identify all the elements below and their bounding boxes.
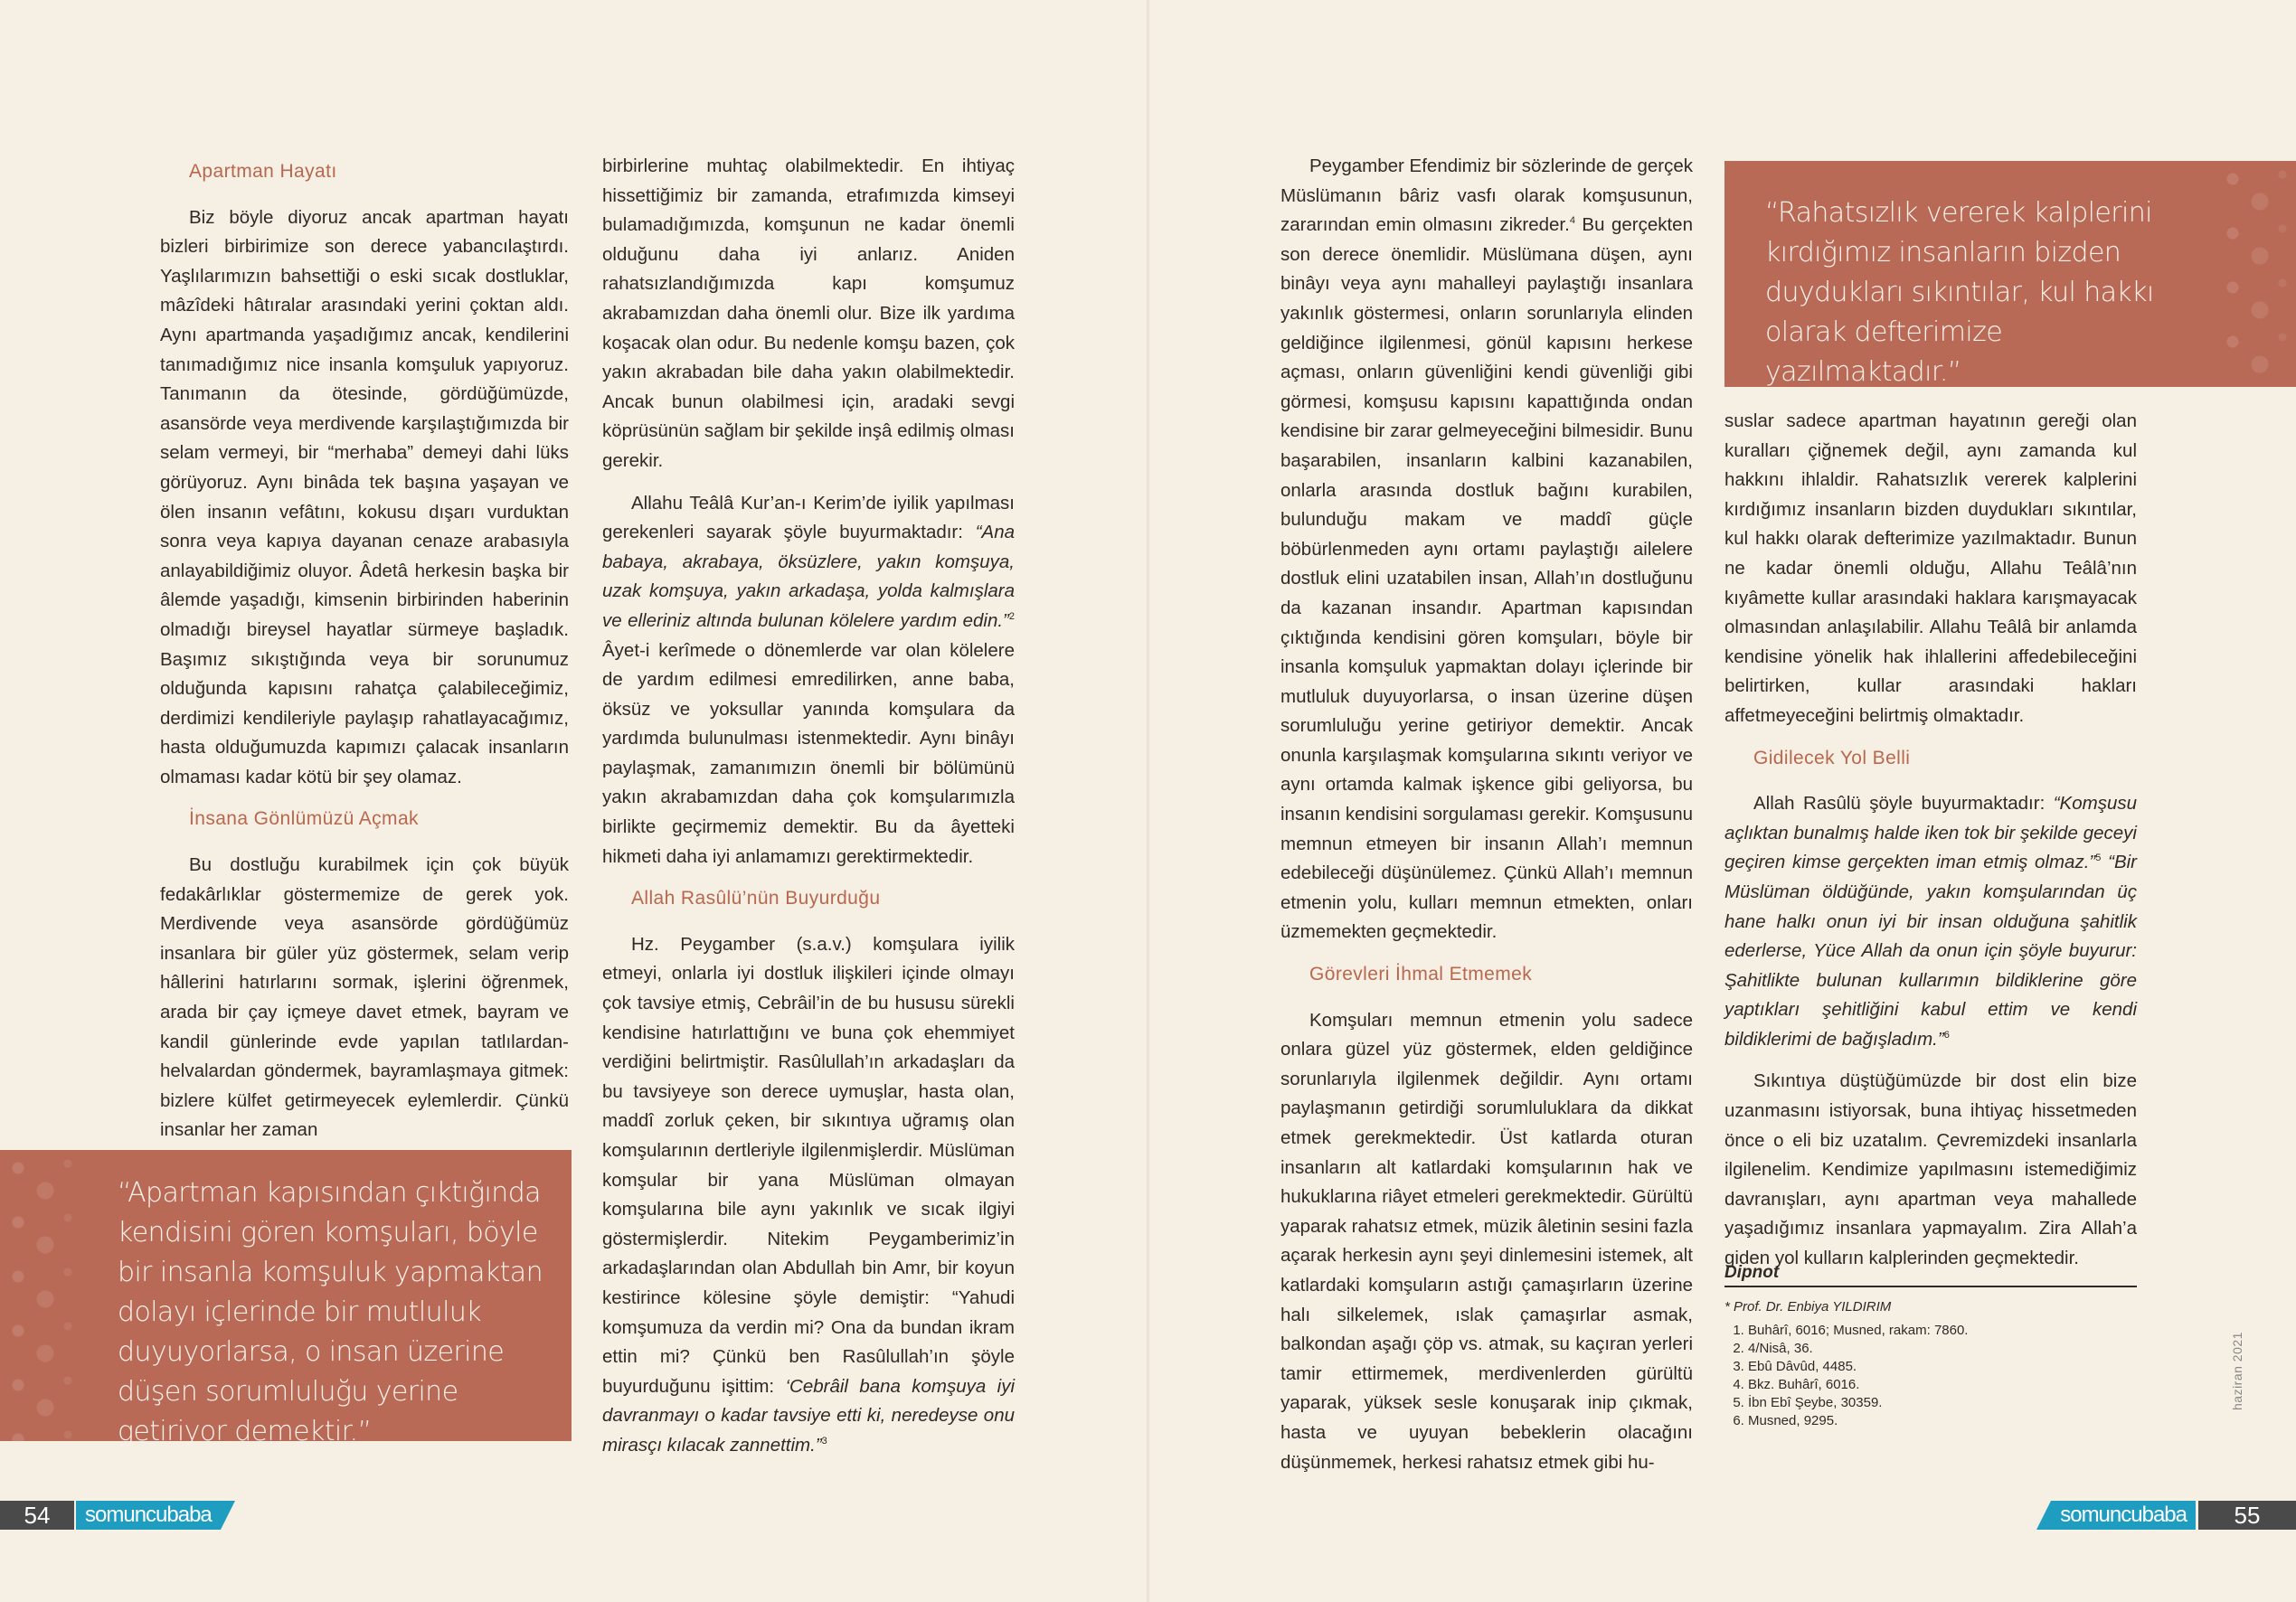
issue-date: haziran 2021 bbox=[2230, 1332, 2244, 1410]
footnote-ref: 3 bbox=[821, 1436, 827, 1447]
pull-quote-text: “Apartman kapısından çıktığında kendisini gören komşuları, böyle bir insanla komşuluk yapmaktan dolayı içlerinde bir mutluluk duyuyorlarsa, o insan üzerine düşen sorumluluğu yerine getiriyor demektir.” bbox=[118, 1177, 543, 1447]
paragraph: Allahu Teâlâ Kur’an-ı Kerim’de iyilik yapılması gerekenleri sayarak şöyle buyurmaktadır: “Ana babaya, akrabaya, öksüzlere, yakın komşuya, uzak komşuya, yakın arkadaşa, yolda kalmışlara ve elleriniz altında bulunan kölelere yardım edin.”$^2$ Âyet-i kerîmede o dönemlerde var olan kölelere de yardım edilmesi emredilirken, anne baba, öksüz ve yoksullar yanında komşulara da yardımda bulunulması istenmektedir. Aynı binâyı paylaşmak, zamanımızın önemli bir bölümünü yakın akrabamızdan daha çok komşularımızla birlikte geçirmemiz demektir. Bu da âyetteki hikmeti daha iyi anlamamızı gerektirmektedir. bbox=[602, 492, 1015, 867]
footnote-ref: 4 bbox=[1569, 215, 1575, 227]
pull-quote-left bbox=[0, 1150, 572, 1447]
paragraph: Hz. Peygamber (s.a.v.) komşulara iyilik etmeyi, onlarla iyi dostluk ilişkileri içinde olmayı çok tavsiye etmiş, Cebrâil’in de bu hususu sürekli kendisine hatırlattığını ve buna çok ehemmiyet verdiğini belirtmiştir. Rasûlullah’ın arkadaşları da bu tavsiyeye son derece uymuşlar, hasta olan, maddî zorluk çeken, bir sıkıntıya uğramış olan komşularının dertleriyle ilgilenmişlerdir. Müslüman komşular bir yana Müslüman olmayan komşularına bile aynı yakınlık ve sıcak ilgiyi göstermişlerdir. Nitekim Peygamberimiz’in arkadaşlarından olan Abdullah bin Amr, bir koyun kestirince kölesine şöyle demiştir: “Yahudi komşumuza da verdin mi? Ona da bundan ikram ettin mi? Çünkü ben Rasûlullah’ın şöyle buyurduğunu işittim: ‘Cebrâil bana komşuya iyi davranmayı o kadar tavsiye etti ki, neredeyse onu mirasçı kılacak zannettim.”$^3$ bbox=[602, 933, 1016, 1456]
column-4 bbox=[1724, 407, 2137, 1286]
paragraph: Biz böyle diyoruz ancak apartman hayatı bizleri birbirimize son derece yabancılaştırdı. Yaşlılarımızın bahsettiği o eski sıcak dostluklar, mâzîdeki hâtıralar arasındaki yerini çoktan aldı. Aynı apartmanda yaşadığımız ancak, kendilerini tanımadığımız nice insanla komşuluk yapıyoruz. Tanımanın da ötesinde, gördüğümüzde, asansörde veya merdivende karşılaştığımızda bir selam vermeyi, bir “merhaba” demeyi dahi lüks görüyoruz. Aynı binâda tek başına yaşayan ve ölen insanın vefâtını, kokusu dışarı vurduktan sonra veya kapıya dayanan cenaze arabasıyla anlayabildiğimiz oluyor. Âdetâ herkesin başka bir âlemde yaşadığı, kimsenin birbirinden haberinin olmadığı bireysel hayatlar sürmeye başladık. Başımız sıkıştığında veya bir sorunumuz olduğunda kapısını rahatça çalabileceğimiz, derdimizi kendileriyle paylaşıp rahatlayacağımız, hasta olduğumuzda kapımızı çalacak insanların olmaması kadar kötü bir şey olamaz. bbox=[160, 206, 569, 787]
column-3 bbox=[1280, 152, 1693, 1490]
footnote-item: 6. Musned, 9295. bbox=[1748, 1412, 2137, 1430]
footnote-item: 2. 4/Nisâ, 36. bbox=[1748, 1340, 2137, 1358]
brand-logo-right: somuncubaba bbox=[2051, 1501, 2196, 1530]
footnotes bbox=[1724, 1264, 2137, 1430]
column-2 bbox=[602, 152, 1015, 1474]
footnotes-title: Dipnot bbox=[1724, 1264, 2137, 1287]
footnote-item: 5. İbn Ebî Şeybe, 30359. bbox=[1748, 1394, 2137, 1412]
page-number-right: 55 bbox=[2198, 1501, 2296, 1530]
quote-verse: “Ana babaya, akrabaya, öksüzlere, yakın komşuya, uzak komşuya, yakın arkadaşa, yolda kalmışlara ve elleriniz altında bulunan kölelere yardım edin.” bbox=[602, 522, 1015, 631]
pull-quote-right bbox=[1724, 161, 2296, 387]
page-number-left: 54 bbox=[0, 1501, 74, 1530]
paragraph: Bu dostluğu kurabilmek için çok büyük fedakârlıklar göstermemize de gerek yok. Merdivende veya asansörde gördüğümüz insanlara bir güler yüz göstermek, selam verip hâllerini hatırlarını sormak, işlerini öğrenmek, arada bir çay içmeye davet etmek, bayram ve kandil günlerinde evde yapılan tatlılardan-helvalardan göndermek, bayramlaşmaya gitmek: bizlere külfet getirmeyecek eylemlerdir. Çünkü insanlar her zaman bbox=[160, 854, 569, 1141]
quote-hadith: ‘Cebrâil bana komşuya iyi davranmayı o kadar tavsiye etti ki, neredeyse onu mirasçı kılacak zannettim.” bbox=[602, 1375, 1016, 1456]
author-line: * Prof. Dr. Enbiya YILDIRIM bbox=[1724, 1299, 1892, 1315]
section-heading: Allah Rasûlü’nün Buyurduğu bbox=[631, 888, 881, 909]
section-heading: Görevleri İhmal Etmemek bbox=[1309, 964, 1533, 985]
paragraph: Sıkıntıya düştüğümüzde bir dost elin bize uzanmasını istiyorsak, buna ihtiyaç hissetmeden önce o eli biz uzatalım. Çevremizdeki insanlarla ilgilenelim. Kendimize yapılmasını istemediğimiz davranışları, aynı apartman veya mahallede yaşadığımız insanlara yapmayalım. Zira Allah’a giden yol kulların kalplerinden geçmektedir. bbox=[1724, 1070, 2137, 1269]
footnote-ref: 6 bbox=[1943, 1030, 1950, 1041]
paragraph: Komşuları memnun etmenin yolu sadece onlara güzel yüz göstermek, elden geldiğince sorunlarıyla ilgilenmek değildir. Aynı ortamı paylaşmanın getirdiği sorumluluklara da dikkat etmek gerekmektedir. Üst katlarda oturan insanların alt katlardaki komşularının hak ve hukuklarına riâyet etmeleri gerekmektedir. Gürültü yaparak rahatsız etmek, müzik âletinin sesini fazla açarak herkesin aynı şeyi dinlemesini istemek, alt katlardaki komşuların astığı çamaşırların üzerine halı silkelemek, ıslak çamaşırlar asmak, balkondan aşağı çöp vs. atmak, su kaçıran yerleri tamir ettirmemek, merdivenlerden gürültü yaparak, yüksek sesle konuşarak inip çıkmak, hasta ve uyuyan bebeklerin olacağını düşünmemek, herkesi rahatsız etmek gibi hu- bbox=[1280, 1009, 1693, 1473]
quote-hadith: “Komşusu açlıktan bunalmış halde iken tok bir şekilde geceyi geçiren kimse gerçekten iman etmiş olmaz.” bbox=[1724, 793, 2137, 873]
footnote-item: 4. Bkz. Buhârî, 6016. bbox=[1748, 1376, 2137, 1394]
pull-quote-text: “Rahatsızlık vererek kalplerini kırdığımız insanların bizden duydukları sıkıntılar, kul hakkı olarak defterimize yazılmaktadır.” bbox=[1765, 197, 2154, 388]
brand-logo-left: somuncubaba bbox=[76, 1501, 221, 1530]
footnote-ref: 5 bbox=[2095, 853, 2102, 864]
paragraph: suslar sadece apartman hayatının gereği olan kuralları çiğnemek değil, aynı zamanda kul hakkını ihlaldir. Rahatsızlık vererek kalplerini kırdığımız insanların bizden duydukları sıkıntılar, kul hakkı olarak defterimize yazılmaktadır. Bunun ne kadar önemli olduğu, Allahu Teâlâ’nın kıyâmette kullar arasındaki haklara karışmayacak olmasından anlaşılabilir. Allahu Teâlâ bir anlamda kendisine yönelik hak ihlallerini affedebileceğini belirtirken, kullar arasındaki hakları affetmeyeceğini belirtmiş olmaktadır. bbox=[1724, 410, 2137, 726]
paragraph: birbirlerine muhtaç olabilmektedir. En ihtiyaç hissettiğimiz bir zamanda, etrafımızda kimseyi bulamadığımızda, komşunun ne kadar önemli olduğunu daha iyi anlarız. Aniden rahatsızlandığımızda kapı komşumuz akrabamızdan daha önemli olur. Bize ilk yardıma koşacak olan odur. Bu nedenle komşu bazen, çok yakın akrabadan bile daha yakın olabilmektedir. Ancak bunun olabilmesi için, aradaki sevgi köprüsünün sağlam bir şekilde inşâ edilmiş olması gerekir. bbox=[602, 155, 1015, 471]
column-1 bbox=[160, 152, 569, 1158]
section-heading: Gidilecek Yol Belli bbox=[1753, 747, 1911, 768]
floral-pattern bbox=[0, 1150, 81, 1441]
section-heading: Apartman Hayatı bbox=[189, 161, 337, 182]
section-heading: İnsana Gönlümüzü Açmak bbox=[189, 808, 419, 830]
footnote-item: 1. Buhârî, 6016; Musned, rakam: 7860. bbox=[1748, 1322, 2137, 1340]
footnote-list bbox=[1724, 1322, 2137, 1430]
paragraph: Peygamber Efendimiz bir sözlerinde de gerçek Müslümanın bâriz vasfı olarak komşusunun, zararından emin olmasını zikreder.$^4$ Bu gerçekten son derece önemlidir. Müslümana düşen, aynı binâyı veya aynı mahalleyi paylaştığı insanlara yakınlık göstermesi, onların sorunlarıyla elinden geldiğince ilgilenmesi, gönül kapısını herkese açması, onların güvenliğini kendi güvenliği gibi görmesi, komşusu kapısını kapattığında ondan kendisine bir zarar gelmeyeceğini bilmesidir. Bunu başarabilen, insanların kalbini kazanabilen, onlarla arasında dostluk bağını kurabilen, bulunduğu makam ve maddî güçle böbürlenmeden aynı ortamı paylaştığı ailelere dostluk elini uzatabilen insan, Allah’ın dostluğunu da kazanan insandır. Apartman kapısından çıktığında kendisini gören komşuları, böyle bir insanla komşuluk yapmaktan dolayı içlerinde bir mutluluk duyuyorlarsa, o insan üzerine düşen sorumluluğu yerine getiriyor demektir. Ancak onunla karşılaşmak komşularına sıkıntı veriyor ve aynı ortamda kalmak işkence gibi geliyorsa, bu insanın kendisini sorgulaması gerekir. Komşusunu memnun etmeyen bir insanın Allah’ı memnun edebileceği düşünülemez. Çünkü Allah’ı memnun etmenin yolu, kulları memnun etmekten, onları üzmemekten geçmektedir. bbox=[1280, 155, 1693, 943]
floral-pattern bbox=[2215, 161, 2296, 387]
footnote-item: 3. Ebû Dâvûd, 4485. bbox=[1748, 1358, 2137, 1376]
footnote-ref: 2 bbox=[1008, 611, 1015, 623]
spine-gutter bbox=[1147, 0, 1149, 1602]
quote-hadith: “Bir Müslüman öldüğünde, yakın komşularından üç hane halkı onun iyi bir insan olduğuna şahitlik ederlerse, Yüce Allah da onun için şöyle buyurur: Şahitlikte bulunan kullarımın bildiklerine göre yaptıkları şehitliğini kabul ettim ve kendi bildiklerimi de bağışladım.” bbox=[1724, 852, 2138, 1050]
paragraph: Allah Rasûlü şöyle buyurmaktadır: “Komşusu açlıktan bunalmış halde iken tok bir şekilde geceyi geçiren kimse gerçekten iman etmiş olmaz.”$^5$ “Bir Müslüman öldüğünde, yakın komşularından üç hane halkı onun iyi bir insan olduğuna şahitlik ederlerse, Yüce Allah da onun için şöyle buyurur: Şahitlikte bulunan kullarımın bildiklerine göre yaptıkları şehitliğini kabul ettim ve kendi bildiklerimi de bağışladım.”$^6$ bbox=[1724, 793, 2138, 1050]
